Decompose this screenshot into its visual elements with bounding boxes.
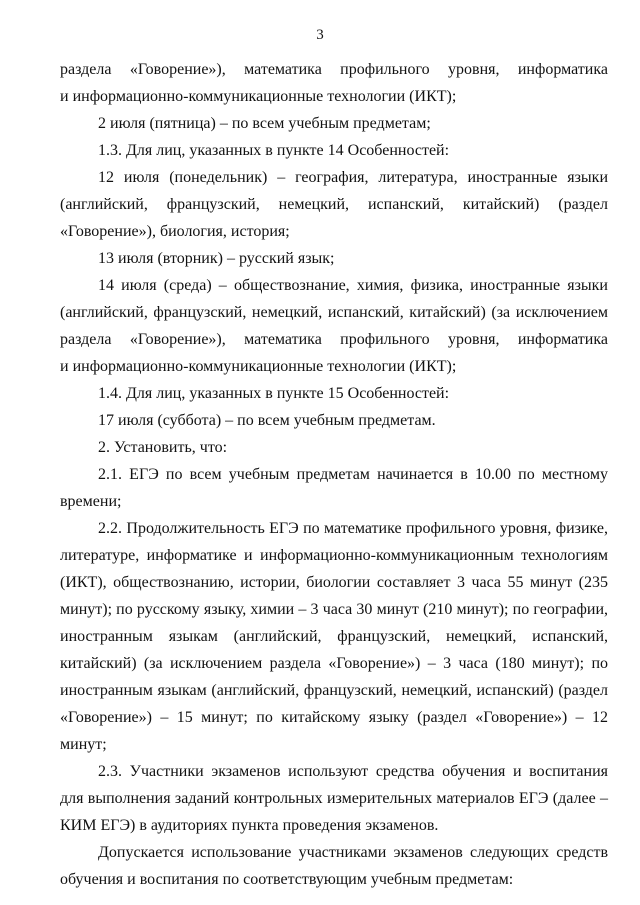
paragraph-section-2: 2. Установить, что: — [98, 439, 228, 456]
paragraph-section-1-4: 1.4. Для лиц, указанных в пункте 15 Особенностей: — [98, 385, 450, 402]
paragraph-july-14: 14 июля (среда) – обществознание, химия, физика, иностранные языки (английский, французский, немецкий, испанский, китайский) (за исключением раздела «Говорение»), математика профильного уровня, информатика — [60, 277, 608, 348]
document-body — [60, 56, 608, 893]
page-number: 3 — [316, 27, 324, 43]
paragraph-permitted-tools: Допускается использование участниками экзаменов следующих средств обучения и воспитания по соответствующим учебным предметам: — [60, 844, 608, 888]
paragraph-section-2-2: 2.2. Продолжительность ЕГЭ по математике профильного уровня, физике, литературе, информатике и информационно-коммуникационным технологиям (ИКТ), обществознанию, истории, биологии составляет 3 часа 55 минут (235 минут); по русскому языку, химии – 3 часа 30 минут (210 минут); по географии, иностранным языкам (английский, французский, немецкий, испанский, китайский) (за исключением раздела «Говорение») – 3 часа (180 минут); по иностранным языкам (английский, французский, немецкий, испанский) (раздел «Говорение») – 15 минут; по китайскому языку (раздел «Говорение») – 12 минут; — [60, 520, 608, 753]
paragraph-section-1-3: 1.3. Для лиц, указанных в пункте 14 Особенностей: — [98, 142, 450, 159]
paragraph-july-13: 13 июля (вторник) – русский язык; — [98, 250, 335, 267]
paragraph-continuation-speaking-section: раздела «Говорение»), математика профильного уровня, информатика — [60, 61, 608, 78]
paragraph-ict-line: и информационно-коммуникационные технологии (ИКТ); — [60, 88, 457, 105]
paragraph-section-2-3: 2.3. Участники экзаменов используют средства обучения и воспитания для выполнения заданий контрольных измерительных материалов ЕГЭ (далее – КИМ ЕГЭ) в аудиториях пункта проведения экзаменов. — [60, 763, 608, 834]
paragraph-july-12: 12 июля (понедельник) – география, литература, иностранные языки (английский, французский, немецкий, испанский, китайский) (раздел «Говорение»), биология, история; — [60, 169, 608, 240]
paragraph-july-2: 2 июля (пятница) – по всем учебным предметам; — [98, 115, 431, 132]
paragraph-july-17: 17 июля (суббота) – по всем учебным предметам. — [98, 412, 436, 429]
paragraph-ict-line-2: и информационно-коммуникационные технологии (ИКТ); — [60, 358, 457, 375]
paragraph-section-2-1: 2.1. ЕГЭ по всем учебным предметам начинается в 10.00 по местному времени; — [60, 466, 608, 510]
